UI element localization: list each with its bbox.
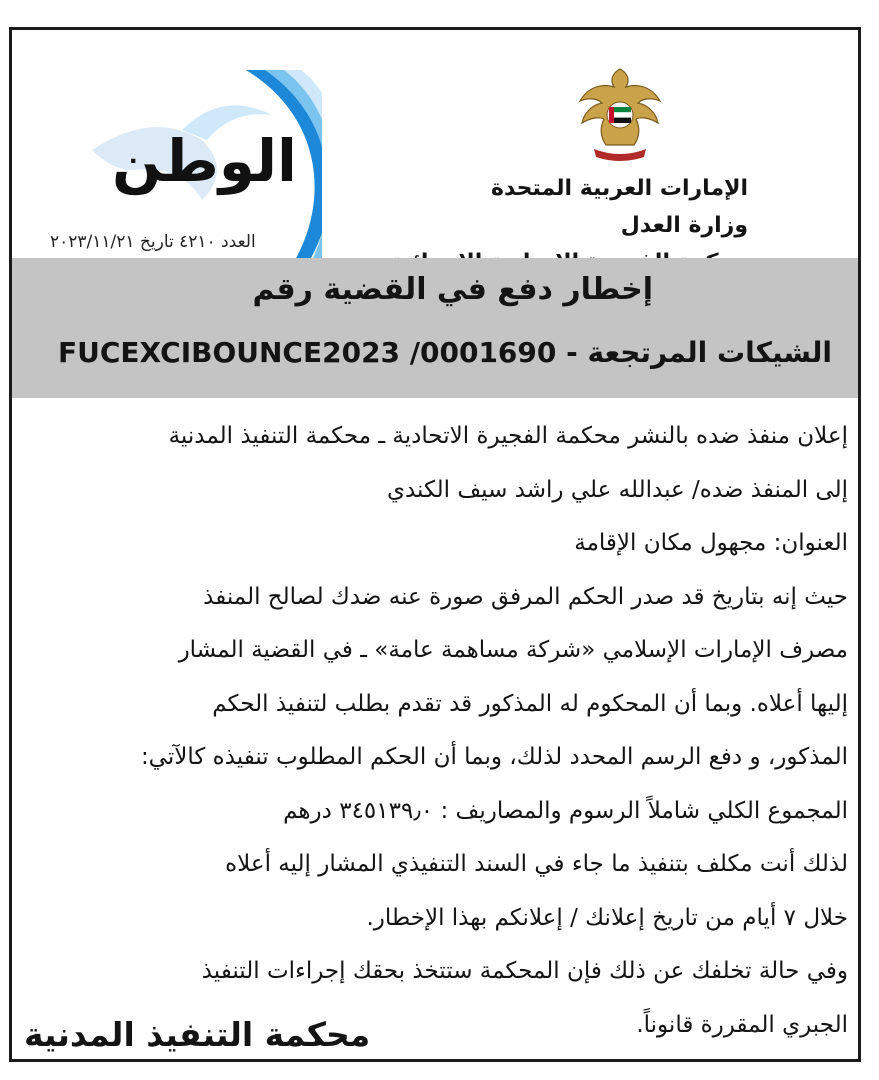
newspaper-masthead — [32, 70, 322, 260]
body-line: خلال ٧ أيام من تاريخ إعلانك / إعلانكم بهذا الإخطار. — [366, 904, 848, 931]
body-line: إلى المنفذ ضده/ عبدالله علي راشد سيف الكندي — [386, 476, 848, 503]
ministry-name: وزارة العدل — [620, 213, 748, 238]
newspaper-name: الوطن — [112, 127, 297, 195]
body-line-amount: المجموع الكلي شاملاً الرسوم والمصاريف : ٣٤٥١٣٩٫٠ درهم — [283, 797, 848, 824]
body-line: وفي حالة تخلفك عن ذلك فإن المحكمة ستتخذ بحقك إجراءات التنفيذ — [201, 958, 848, 984]
body-line: إعلان منفذ ضده بالنشر محكمة الفجيرة الاتحادية ـ محكمة التنفيذ المدنية — [168, 423, 848, 449]
country-name: الإمارات العربية المتحدة — [490, 176, 748, 201]
notice-title: إخطار دفع في القضية رقم — [252, 272, 653, 307]
notice-frame — [9, 27, 861, 1062]
notice-body — [22, 410, 848, 1052]
signature-court: محكمة التنفيذ المدنية — [24, 1015, 371, 1054]
body-line: الجبري المقررة قانوناً. — [636, 1011, 848, 1038]
body-line: إليها أعلاه. وبما أن المحكوم له المذكور قد تقدم بطلب لتنفيذ الحكم — [212, 690, 848, 717]
body-line: العنوان: مجهول مكان الإقامة — [574, 530, 848, 556]
body-line: لذلك أنت مكلف بتنفيذ ما جاء في السند التنفيذي المشار إليه أعلاه — [225, 851, 848, 877]
body-line: حيث إنه بتاريخ قد صدر الحكم المرفق صورة عنه ضدك لصالح المنفذ — [203, 583, 848, 610]
uae-eagle-emblem-icon — [572, 65, 668, 163]
case-number-title: FUCEXCIBOUNCE2023 /0001690 - الشيكات المرتجعة — [58, 336, 832, 369]
body-line: مصرف الإمارات الإسلامي «شركة مساهمة عامة» ـ في القضية المشار — [178, 637, 848, 663]
issue-number-date: العدد ٤٢١٠ تاريخ ٢٠٢٣/١١/٢١ — [50, 232, 256, 252]
body-line: المذكور، و دفع الرسم المحدد لذلك، وبما أن الحكم المطلوب تنفيذه كالآتي: — [140, 744, 848, 770]
notice-title-band — [12, 258, 858, 398]
